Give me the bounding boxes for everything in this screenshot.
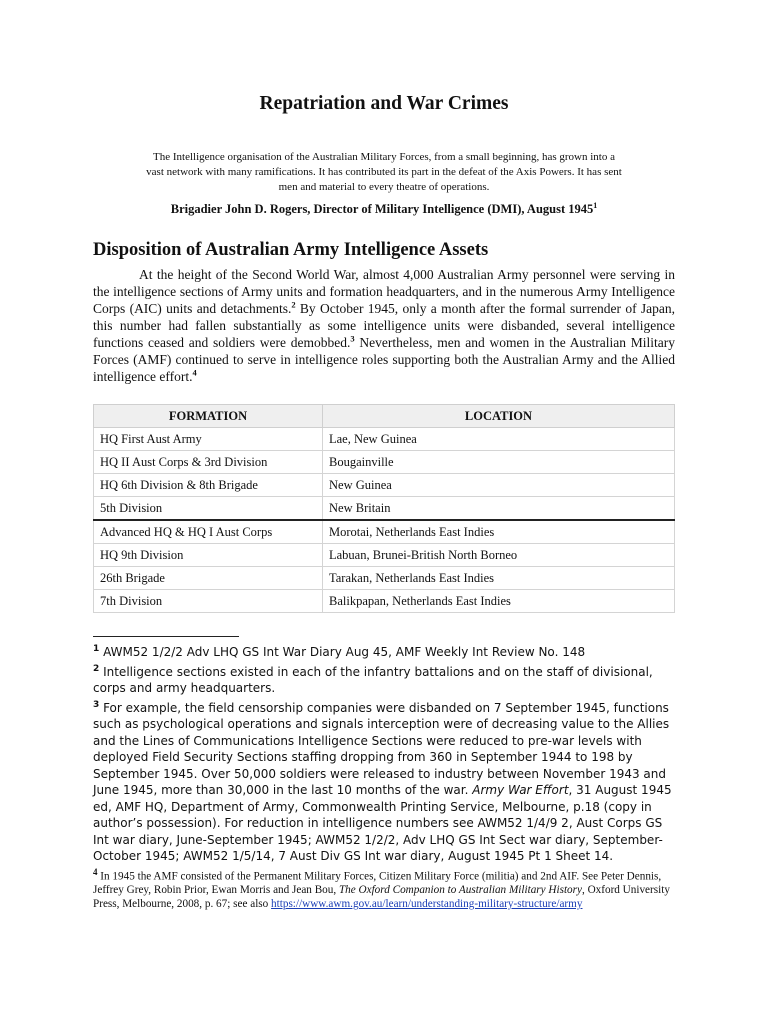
epigraph-quote: The Intelligence organisation of the Australian Military Forces, from a small beginning, has grown into a vast network with many ramifications. It has contributed its part in the defeat of the Axis Powers. It has sent men and material to every theatre of operations. — [146, 151, 622, 193]
paragraph-part-1: At the height of the Second World War, almost 4,000 Australian Army personnel were serving in the intelligence sections of Army units and formation headquarters, and in the numerous Army Intelligence Corps (AIC) units and detachments. — [93, 267, 675, 316]
epigraph-attribution — [93, 201, 675, 217]
footnote-italic-title: The Oxford Companion to Australian Military History — [338, 884, 582, 897]
footnote-text: AWM52 1/2/2 Adv LHQ GS Int War Diary Aug 45, AMF Weekly Int Review No. 148 — [99, 645, 586, 659]
cell-location: Bougainville — [323, 451, 675, 474]
cell-formation: Advanced HQ & HQ I Aust Corps — [94, 520, 323, 544]
attribution-text: Brigadier John D. Rogers, Director of Military Intelligence (DMI), August 1945 — [170, 202, 594, 217]
footnote-ref-1[interactable]: 1 — [593, 201, 598, 210]
cell-location: Balikpapan, Netherlands East Indies — [323, 590, 675, 613]
footnote-text: In 1945 the AMF consisted of the Permanent Military Forces, Citizen Military Force (militia) and 2nd AIF. See Peter Dennis, Jeffrey Grey, Robin Prior, Ewan Morris and Jean Bou, — [93, 870, 662, 897]
footnote-number: 4 — [93, 866, 98, 877]
table-row — [94, 567, 675, 590]
footnote-text: Intelligence sections existed in each of the infantry battalions and on the staff of divisional, corps and army headquarters. — [93, 664, 653, 695]
header-formation: FORMATION — [94, 405, 323, 428]
footnote-text: , Oxford University Press, Melbourne, 2008, p. 67; see also — [93, 884, 670, 911]
footnote-italic-title: Army War Effort — [472, 783, 569, 797]
paragraph-part-2: By October 1945, only a month after the formal surrender of Japan, this number had fallen substantially as some intelligence units were disbanded, several intelligence functions ceased and soldiers were demobbed. — [93, 301, 675, 350]
table-row — [94, 590, 675, 613]
section-heading: Disposition of Australian Army Intelligence Assets — [93, 240, 489, 260]
cell-formation: HQ 9th Division — [94, 544, 323, 567]
cell-location: Tarakan, Netherlands East Indies — [323, 567, 675, 590]
footnotes — [93, 641, 675, 911]
table-row — [94, 520, 675, 544]
footnote-number: 2 — [93, 663, 100, 674]
cell-formation: 5th Division — [94, 497, 323, 521]
cell-location: New Guinea — [323, 474, 675, 497]
footnote-ref-2[interactable]: 2 — [291, 299, 296, 310]
footnote-text: , 31 August 1945 ed, AMF HQ, Department of Army, Commonwealth Printing Service, Melbourne, p.18 (copy in author’s possession). For reduction in intelligence numbers see AWM52 1/4/9 2, Aust Corps GS Int war diary, June-September 1945; AWM52 1/2/2, Adv LHQ GS Int Sect war diary, September-October 1945; AWM52 1/5/14, 7 Aust Div GS Int war diary, August 1945 Pt 1 Sheet 14. — [93, 783, 672, 863]
table-row — [94, 428, 675, 451]
cell-formation: 26th Brigade — [94, 567, 323, 590]
cell-formation: HQ II Aust Corps & 3rd Division — [94, 451, 323, 474]
footnote-4 — [93, 865, 675, 912]
footnote-ref-4[interactable]: 4 — [192, 367, 197, 378]
footnote-separator — [93, 636, 239, 637]
footnote-2 — [93, 661, 675, 697]
header-location: LOCATION — [323, 405, 675, 428]
formation-location-table — [93, 404, 675, 613]
cell-formation: HQ First Aust Army — [94, 428, 323, 451]
cell-formation: HQ 6th Division & 8th Brigade — [94, 474, 323, 497]
footnote-text: For example, the field censorship companies were disbanded on 7 September 1945, functions such as psychological operations and signals interception were of decreasing value to the Allies and the Lines of Communications Intelligence Sections were reduced to pre-war levels with deployed Field Security Sections staffing dropping from 360 in September 1944 to 198 by September 1945. Over 50,000 soldiers were released to industry between November 1943 and June 1945, more than 30,000 in the last 10 months of the war. — [93, 700, 670, 797]
cell-formation: 7th Division — [94, 590, 323, 613]
page-title: Repatriation and War Crimes — [259, 93, 509, 114]
table-header-row — [94, 405, 675, 428]
footnote-1 — [93, 641, 675, 661]
table-row — [94, 451, 675, 474]
footnote-ref-3[interactable]: 3 — [350, 333, 355, 344]
cell-location: Lae, New Guinea — [323, 428, 675, 451]
table-row — [94, 474, 675, 497]
body-paragraph — [93, 266, 675, 385]
cell-location: Morotai, Netherlands East Indies — [323, 520, 675, 544]
footnote-number: 3 — [93, 699, 100, 710]
table-row — [94, 497, 675, 521]
cell-location: Labuan, Brunei-British North Borneo — [323, 544, 675, 567]
table-row — [94, 544, 675, 567]
awm-link[interactable]: https://www.awm.gov.au/learn/understanding-military-structure/army — [271, 898, 583, 911]
footnote-number: 1 — [93, 644, 100, 654]
cell-location: New Britain — [323, 497, 675, 521]
paragraph-part-3: Nevertheless, men and women in the Australian Military Forces (AMF) continued to serve in intelligence roles supporting both the Australian Army and the Allied intelligence effort. — [93, 335, 675, 384]
footnote-3 — [93, 697, 675, 865]
